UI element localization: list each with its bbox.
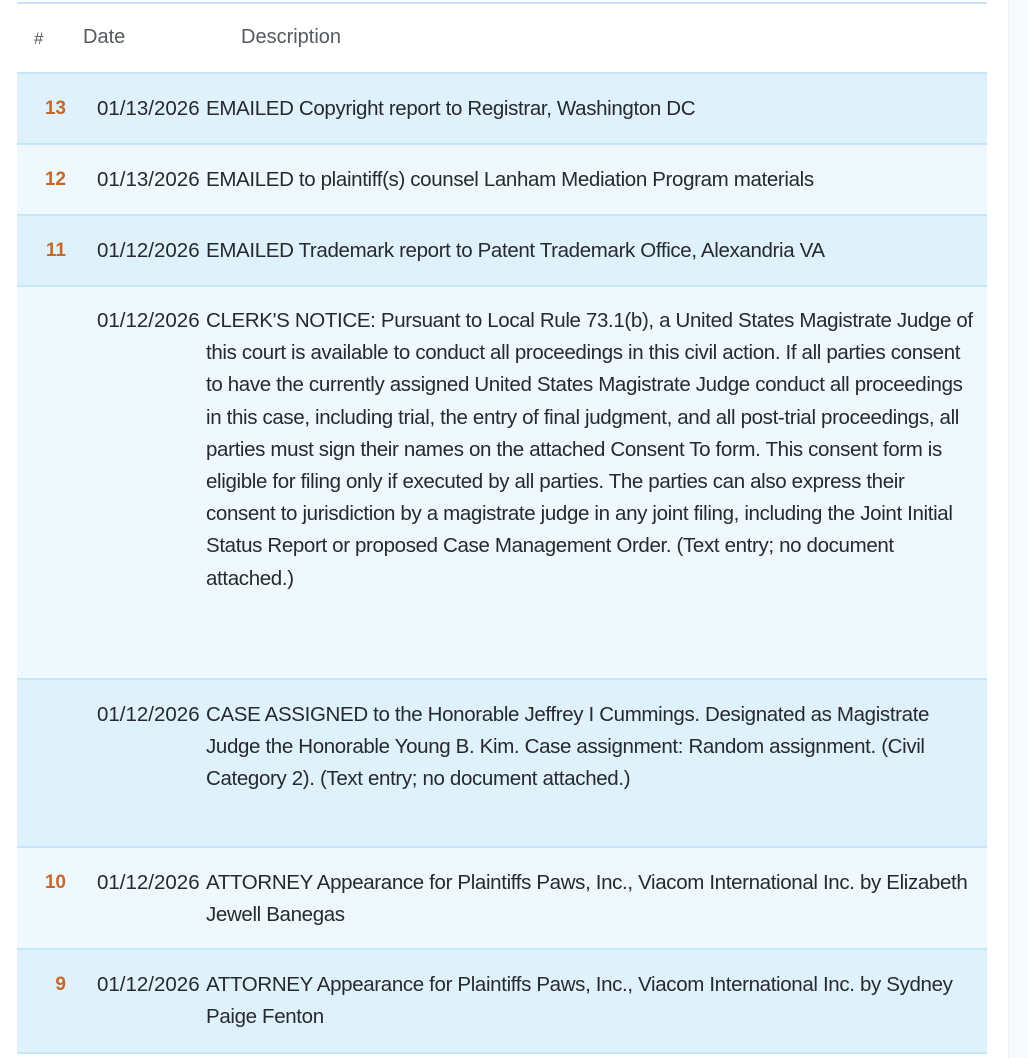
table-row[interactable] xyxy=(17,216,987,287)
entry-description: ATTORNEY Appearance for Plaintiffs Paws, Inc., Viacom International Inc. by Elizabeth Jewell Banegas xyxy=(206,871,968,927)
table-row[interactable] xyxy=(17,287,987,680)
docket-number-link[interactable]: 12 xyxy=(44,169,66,190)
entry-date: 01/13/2026 xyxy=(97,97,200,120)
table-row[interactable] xyxy=(17,145,987,216)
entry-date: 01/12/2026 xyxy=(97,703,200,726)
entry-date: 01/13/2026 xyxy=(97,168,200,191)
scrollbar-track[interactable] xyxy=(1008,0,1028,1058)
table-row[interactable] xyxy=(17,74,987,145)
docket-number-link[interactable]: 13 xyxy=(44,98,66,119)
docket-number-link[interactable]: 10 xyxy=(44,872,66,893)
table-row[interactable] xyxy=(17,848,987,950)
table-row[interactable] xyxy=(17,950,987,1054)
entry-date: 01/12/2026 xyxy=(97,871,200,894)
entry-description: CASE ASSIGNED to the Honorable Jeffrey I Cummings. Designated as Magistrate Judge the Honorable Young B. Kim. Case assignment: Random assignment. (Civil Category 2). (Text entry; no document attached.) xyxy=(206,703,930,791)
entry-description: CLERK'S NOTICE: Pursuant to Local Rule 73.1(b), a United States Magistrate Judge of this court is available to conduct all proceedings in this civil action. If all parties consent to have the currently assigned United States Magistrate Judge conduct all proceedings in this case, including trial, the entry of final judgment, and all post-trial proceedings, all parties must sign their names on the attached Consent To form. This consent form is eligible for filing only if executed by all parties. The parties can also express their consent to jurisdiction by a magistrate judge in any joint filing, including the Joint Initial Status Report or proposed Case Management Order. (Text entry; no document attached.) xyxy=(206,309,973,590)
header-description[interactable]: Description xyxy=(241,26,342,48)
docket-number-empty xyxy=(17,305,72,678)
header-number[interactable]: # xyxy=(34,29,44,48)
entry-description: EMAILED Copyright report to Registrar, Washington DC xyxy=(206,97,696,120)
docket-table xyxy=(17,2,987,1054)
table-row[interactable] xyxy=(17,680,987,848)
table-header xyxy=(17,4,987,74)
entry-description: EMAILED Trademark report to Patent Trademark Office, Alexandria VA xyxy=(206,239,825,262)
docket-number-empty xyxy=(17,699,72,846)
entry-date: 01/12/2026 xyxy=(97,309,200,332)
entry-date: 01/12/2026 xyxy=(97,973,200,996)
header-date[interactable]: Date xyxy=(83,26,126,48)
entry-date: 01/12/2026 xyxy=(97,239,200,262)
docket-number-link[interactable]: 9 xyxy=(55,974,66,995)
entry-description: ATTORNEY Appearance for Plaintiffs Paws, Inc., Viacom International Inc. by Sydney Paige Fenton xyxy=(206,973,953,1029)
docket-number-link[interactable]: 11 xyxy=(45,240,66,261)
entry-description: EMAILED to plaintiff(s) counsel Lanham Mediation Program materials xyxy=(206,168,814,191)
